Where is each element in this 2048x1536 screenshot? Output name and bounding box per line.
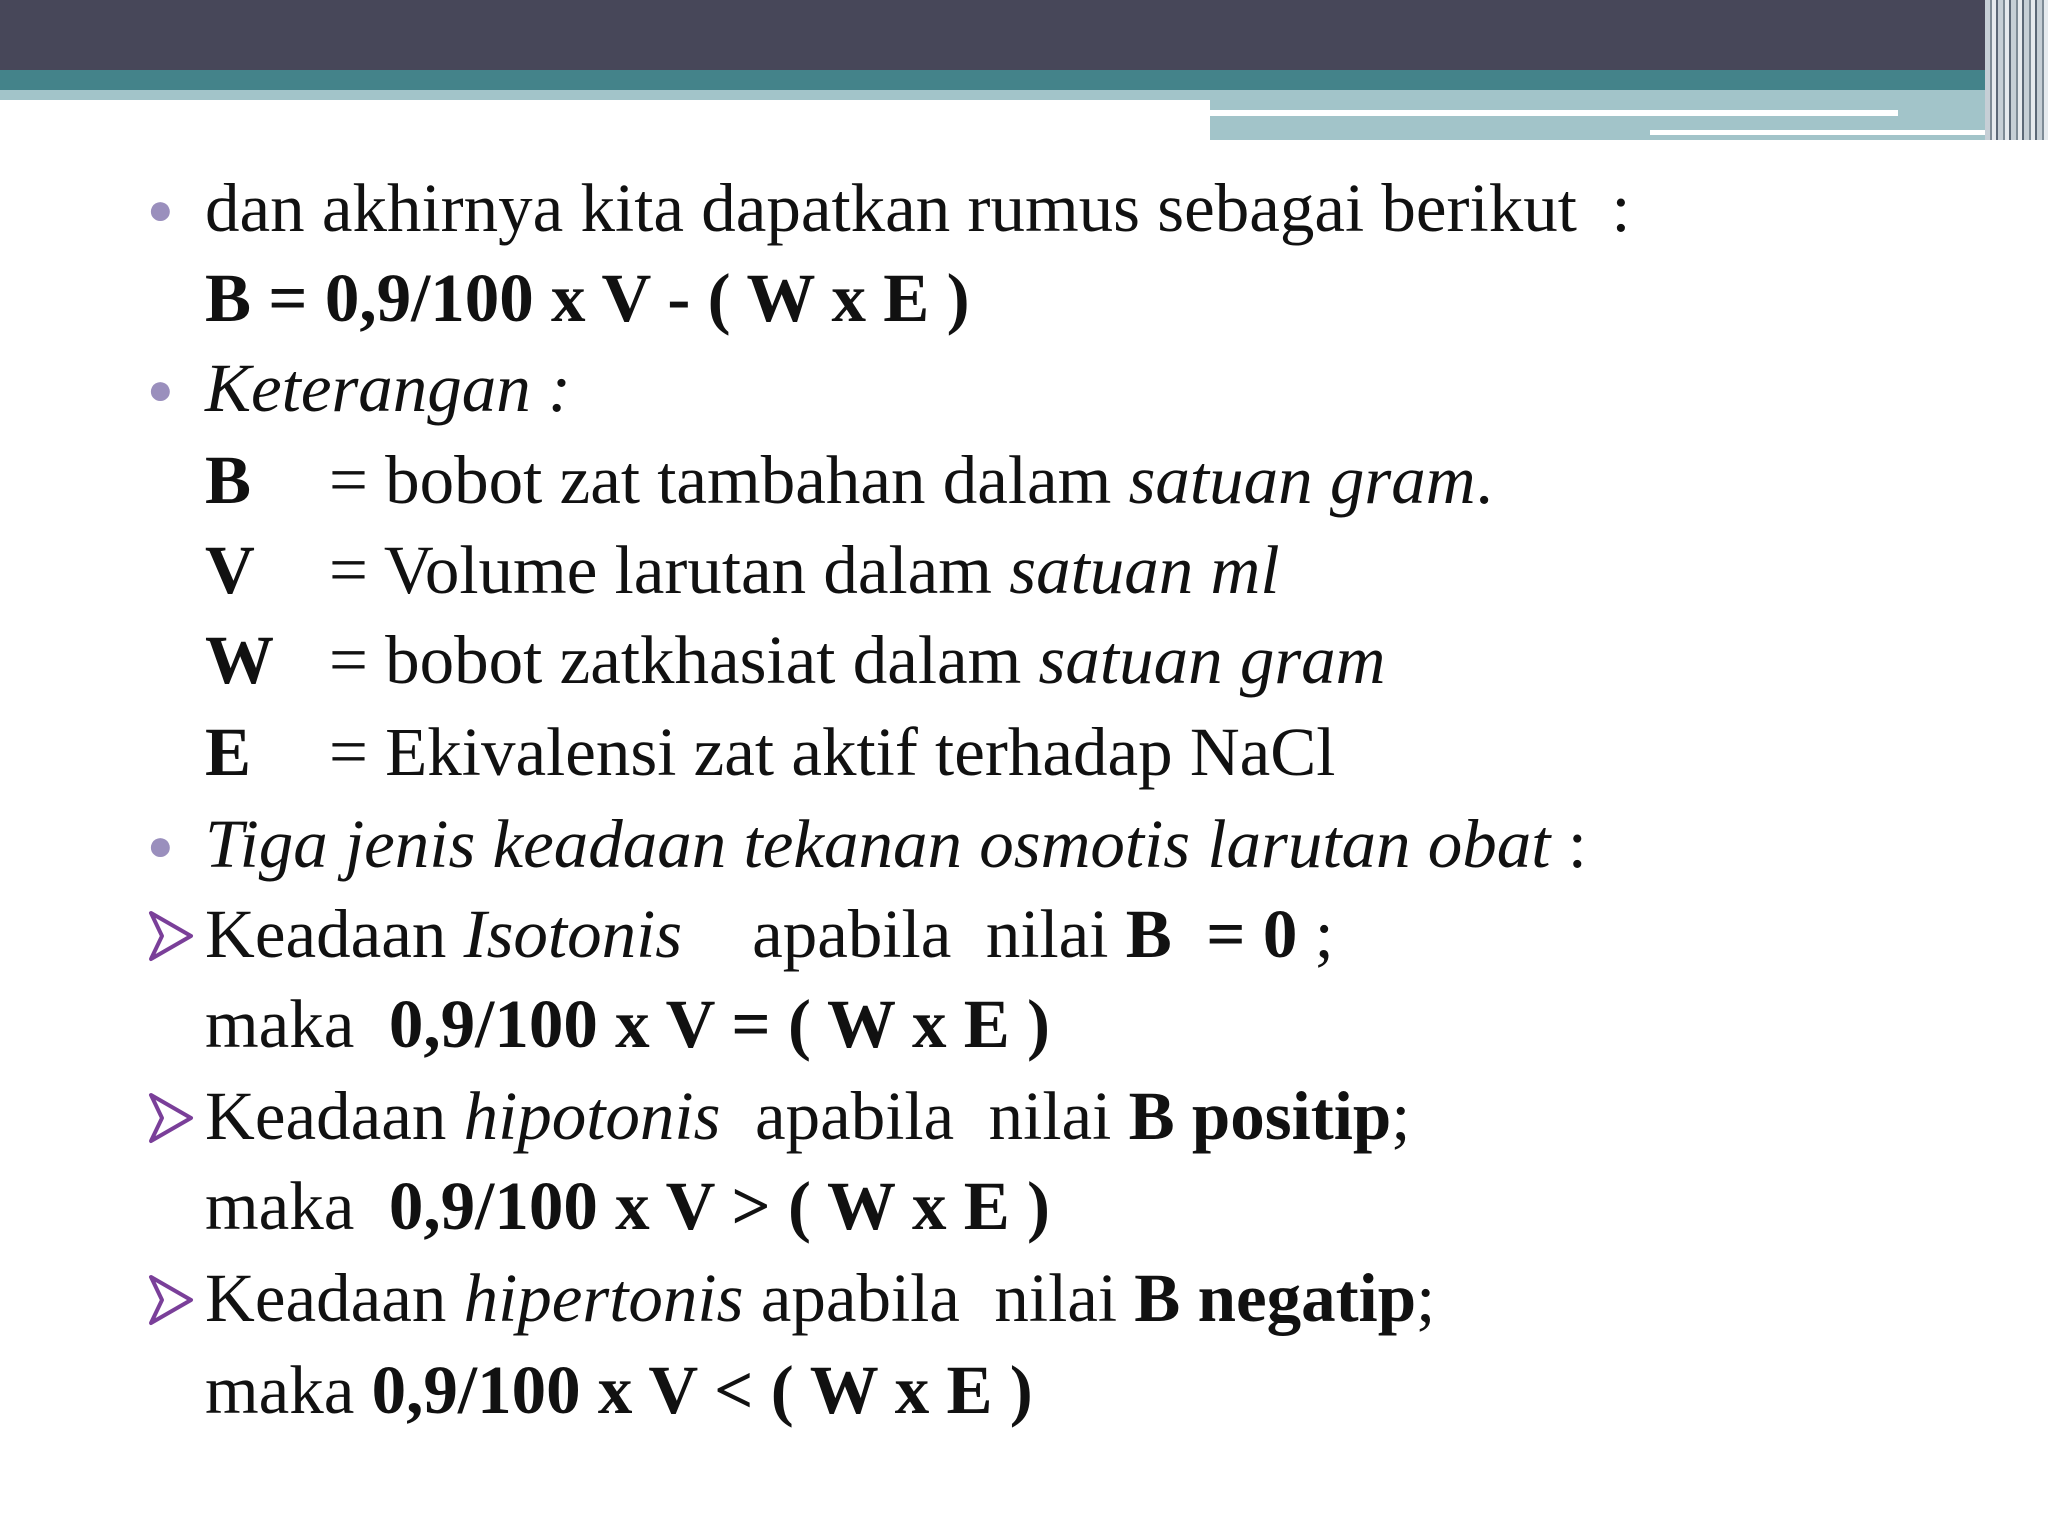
legend-title — [205, 348, 571, 428]
legend-desc: = bobot zatkhasiat dalam — [329, 622, 1039, 698]
state-name: hipotonis — [463, 1078, 721, 1154]
relation-formula: 0,9/100 x V > ( W x E ) — [388, 1168, 1050, 1244]
legend-unit: satuan gram — [1038, 622, 1386, 698]
maka-label: maka — [205, 1168, 389, 1244]
state-prefix: Keadaan — [205, 896, 464, 972]
bullet-icon: ● — [147, 821, 174, 870]
formula-text: B = 0,9/100 x V - ( W x E ) — [205, 260, 970, 336]
bullet-icon: ● — [147, 185, 174, 234]
maka-label: maka — [205, 986, 389, 1062]
relation-formula: 0,9/100 x V = ( W x E ) — [388, 986, 1050, 1062]
state-relation — [205, 1350, 1033, 1430]
main-formula — [205, 258, 970, 338]
state-prefix: Keadaan — [205, 1260, 464, 1336]
arrow-icon — [148, 896, 194, 962]
state-middle: apabila nilai — [752, 896, 1126, 972]
state-tail: ; — [1297, 896, 1334, 972]
state-prefix: Keadaan — [205, 1078, 464, 1154]
state-tail: ; — [1391, 1078, 1411, 1154]
legend-unit: satuan gram — [1128, 442, 1476, 518]
bullet-icon: ● — [147, 365, 174, 414]
legend-item — [205, 712, 1335, 792]
legend-key: V — [205, 532, 255, 608]
arrow-icon — [148, 1078, 194, 1144]
legend-key: B — [205, 442, 252, 518]
states-title — [205, 804, 1587, 884]
legend-desc: = Volume larutan dalam — [329, 532, 1010, 608]
legend-item — [205, 620, 1386, 700]
state-middle: apabila nilai — [720, 1078, 1129, 1154]
relation-formula: 0,9/100 x V < ( W x E ) — [371, 1352, 1033, 1428]
state-relation — [205, 1166, 1050, 1246]
legend-title-text: Keterangan : — [205, 350, 572, 426]
state-hipotonis — [205, 1076, 1410, 1156]
legend-key: W — [205, 622, 274, 698]
legend-desc: = Ekivalensi zat aktif terhadap NaCl — [329, 714, 1336, 790]
state-relation — [205, 984, 1050, 1064]
state-condition: B negatip — [1134, 1260, 1417, 1336]
state-name: Isotonis — [463, 896, 683, 972]
legend-item — [205, 530, 1280, 610]
state-condition: B positip — [1128, 1078, 1392, 1154]
intro-text: dan akhirnya kita dapatkan rumus sebagai berikut : — [205, 170, 1631, 246]
state-tail: ; — [1416, 1260, 1436, 1336]
legend-key: E — [205, 714, 252, 790]
state-isotonis — [205, 894, 1334, 974]
legend-desc: = bobot zat tambahan dalam — [329, 442, 1129, 518]
state-hipertonis — [205, 1258, 1435, 1338]
legend-item — [205, 440, 1493, 520]
maka-label: maka — [205, 1352, 372, 1428]
arrow-icon — [148, 1260, 194, 1326]
legend-tail: . — [1475, 442, 1493, 518]
legend-unit: satuan ml — [1009, 532, 1280, 608]
state-name: hipertonis — [463, 1260, 744, 1336]
state-condition: B = 0 — [1125, 896, 1298, 972]
states-title-text: Tiga jenis keadaan tekanan osmotis larutan obat — [205, 806, 1551, 882]
states-title-tail: : — [1550, 806, 1587, 882]
state-middle: apabila nilai — [743, 1260, 1135, 1336]
